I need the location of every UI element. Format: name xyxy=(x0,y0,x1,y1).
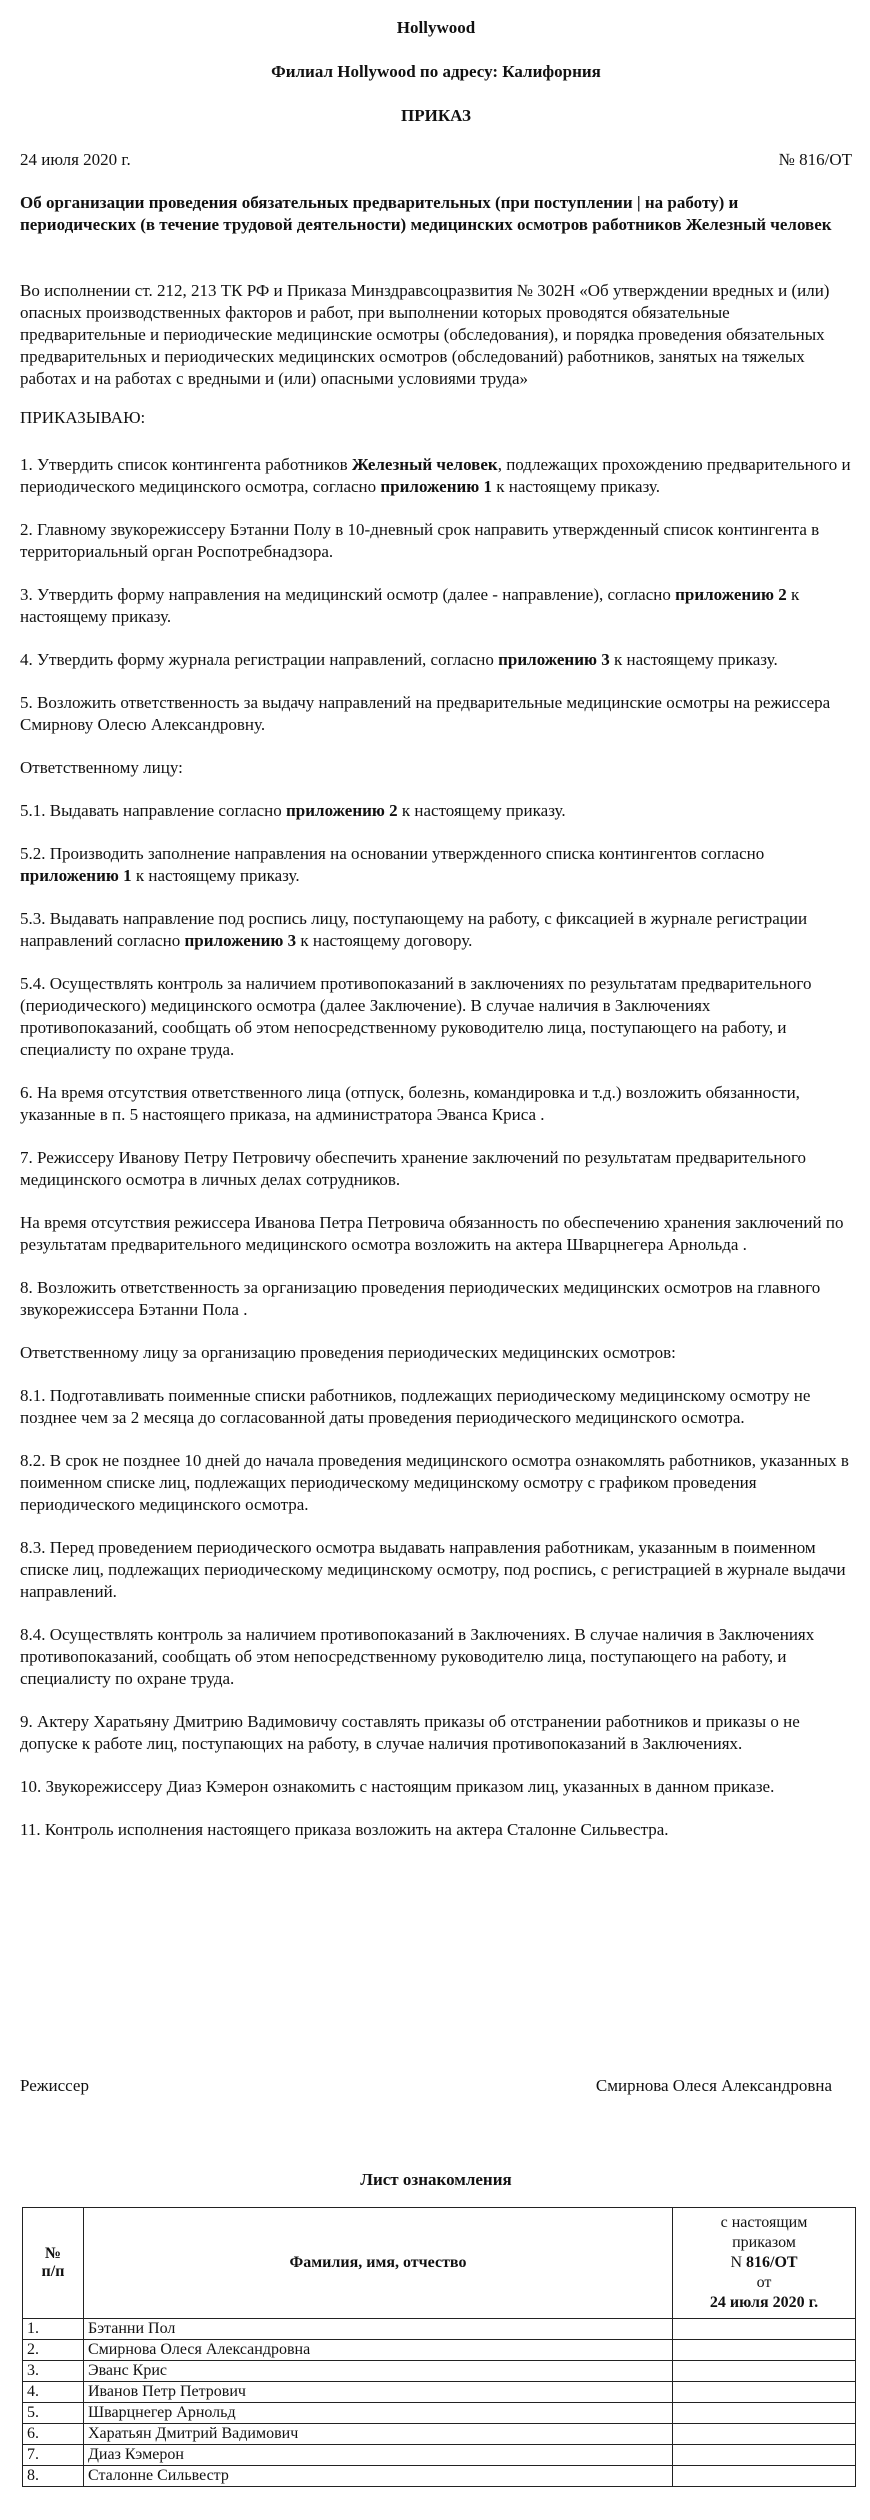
row-signature-cell xyxy=(673,2403,856,2424)
paragraph-4: 4. Утвердить форму журнала регистрации направлений, согласно приложению 3 к настоящему приказу. xyxy=(20,650,778,669)
paragraph-8-3: 8.3. Перед проведением периодического осмотра выдавать направления работникам, указанным в поименном списке лиц, подлежащих периодическому медицинскому осмотру, под роспись, с регистрацией в журнале выдачи направлений. xyxy=(20,1538,846,1601)
column-header-number: № п/п xyxy=(23,2208,84,2319)
paragraph-11: 11. Контроль исполнения настоящего приказа возложить на актера Сталонне Сильвестра. xyxy=(20,1820,669,1839)
paragraph-8-4: 8.4. Осуществлять контроль за наличием противопоказаний в Заключениях. В случае наличия в Заключениях противопоказаний, сообщать об этом непосредственному руководителю лица, поступающего на работу, и специалисту по охране труда. xyxy=(20,1625,815,1688)
row-signature-cell xyxy=(673,2319,856,2340)
row-number: 4. xyxy=(23,2382,84,2403)
row-person-name: Сталонне Сильвестр xyxy=(84,2466,673,2487)
row-signature-cell xyxy=(673,2424,856,2445)
column-header-acknowledged: с настоящим приказом N 816/ОТ от 24 июля 2020 г. xyxy=(673,2208,856,2319)
periodic-responsible-heading: Ответственному лицу за организацию проведения периодических медицинских осмотров: xyxy=(20,1343,676,1362)
paragraph-5-1: 5.1. Выдавать направление согласно приложению 2 к настоящему приказу. xyxy=(20,801,566,820)
signature-name: Смирнова Олеся Александровна xyxy=(595,2076,832,2095)
paragraph-5: 5. Возложить ответственность за выдачу направлений на предварительные медицинские осмотры на режиссера Смирнову Олесю Александровну. xyxy=(20,693,831,734)
paragraph-8-2: 8.2. В срок не позднее 10 дней до начала проведения медицинского осмотра ознакомлять работников, указанных в поименном списке лиц, подлежащих периодическому медицинскому осмотру с графиком проведения периодического медицинского осмотра. xyxy=(20,1451,849,1514)
row-person-name: Бэтанни Пол xyxy=(84,2319,673,2340)
acknowledgement-sheet-title: Лист ознакомления xyxy=(360,2170,512,2189)
document-type: ПРИКАЗ xyxy=(401,106,471,125)
table-row xyxy=(23,2319,856,2340)
paragraph-10: 10. Звукорежиссеру Диаз Кэмерон ознакомить с настоящим приказом лиц, указанных в данном приказе. xyxy=(20,1777,775,1796)
row-person-name: Смирнова Олеся Александровна xyxy=(84,2340,673,2361)
order-paragraphs xyxy=(20,454,852,1862)
paragraph-5-2: 5.2. Производить заполнение направления на основании утвержденного списка контингентов согласно приложению 1 к настоящему приказу. xyxy=(20,844,765,885)
row-signature-cell xyxy=(673,2340,856,2361)
paragraph-8: 8. Возложить ответственность за организацию проведения периодических медицинских осмотров на главного звукорежиссера Бэтанни Пола . xyxy=(20,1278,821,1319)
signature-role: Режиссер xyxy=(20,2076,89,2095)
responsible-person-heading: Ответственному лицу: xyxy=(20,758,183,777)
row-number: 5. xyxy=(23,2403,84,2424)
row-number: 1. xyxy=(23,2319,84,2340)
row-number: 2. xyxy=(23,2340,84,2361)
orders-word: ПРИКАЗЫВАЮ: xyxy=(20,408,146,427)
paragraph-5-4: 5.4. Осуществлять контроль за наличием противопоказаний в заключениях по результатам предварительного (периодического) медицинского осмотра (далее Заключение). В случае наличия в Заключениях противопоказаний, сообщать об этом непосредственному руководителю лица, поступающего на работу, и специалисту по охране труда. xyxy=(20,974,812,1059)
order-intro: Во исполнении ст. 212, 213 ТК РФ и Приказа Минздравсоцразвития № 302Н «Об утверждении вредных и (или) опасных производственных факторов и работ, при выполнении которых проводятся обязательные предварительные и периодические медицинские осмотры (обследования), и порядка проведения обязательных предварительных и периодических медицинских осмотров (обследований) работников, занятых на тяжелых работах и на работах с вредными и (или) опасными условиями труда» xyxy=(20,281,830,388)
paragraph-6: 6. На время отсутствия ответственного лица (отпуск, болезнь, командировка и т.д.) возложить обязанности, указанные в п. 5 настоящего приказа, на администратора Эванса Криса . xyxy=(20,1083,800,1124)
paragraph-9: 9. Актеру Харатьяну Дмитрию Вадимовичу составлять приказы об отстранении работников и приказы о не допуске к работе лиц, поступающих на работу, в случае наличия противопоказаний в Заключениях. xyxy=(20,1712,800,1753)
organization-name: Hollywood xyxy=(396,18,476,37)
row-signature-cell xyxy=(673,2445,856,2466)
column-header-name: Фамилия, имя, отчество xyxy=(84,2208,673,2319)
table-row xyxy=(23,2466,856,2487)
row-person-name: Иванов Петр Петрович xyxy=(84,2382,673,2403)
order-date: 24 июля 2020 г. xyxy=(20,150,131,169)
paragraph-1: 1. Утвердить список контингента работников Железный человек, подлежащих прохождению предварительного и периодического медицинского осмотра, согласно приложению 1 к настоящему приказу. xyxy=(20,455,851,496)
branch-name: Филиал Hollywood по адресу: Калифорния xyxy=(271,62,601,81)
row-person-name: Диаз Кэмерон xyxy=(84,2445,673,2466)
row-number: 3. xyxy=(23,2361,84,2382)
table-row xyxy=(23,2340,856,2361)
table-row xyxy=(23,2424,856,2445)
row-signature-cell xyxy=(673,2382,856,2403)
table-row xyxy=(23,2403,856,2424)
row-person-name: Эванс Крис xyxy=(84,2361,673,2382)
row-person-name: Шварцнегер Арнольд xyxy=(84,2403,673,2424)
acknowledgement-table xyxy=(22,2207,856,2487)
row-signature-cell xyxy=(673,2361,856,2382)
row-number: 8. xyxy=(23,2466,84,2487)
row-number: 6. xyxy=(23,2424,84,2445)
table-row xyxy=(23,2382,856,2403)
order-number: № 816/ОТ xyxy=(778,150,852,169)
paragraph-7-note: На время отсутствия режиссера Иванова Петра Петровича обязанность по обеспечению хранения заключений по результатам предварительного медицинского осмотра возложить на актера Шварцнегера Арнольда . xyxy=(20,1213,844,1254)
row-signature-cell xyxy=(673,2466,856,2487)
table-header-row xyxy=(23,2208,856,2319)
paragraph-7: 7. Режиссеру Иванову Петру Петровичу обеспечить хранение заключений по результатам предварительного медицинского осмотра в личных делах сотрудников. xyxy=(20,1148,806,1189)
row-person-name: Харатьян Дмитрий Вадимович xyxy=(84,2424,673,2445)
paragraph-3: 3. Утвердить форму направления на медицинский осмотр (далее - направление), согласно приложению 2 к настоящему приказу. xyxy=(20,585,800,626)
paragraph-8-1: 8.1. Подготавливать поименные списки работников, подлежащих периодическому медицинскому осмотру не позднее чем за 2 месяца до согласованной даты проведения периодического медицинского осмотра. xyxy=(20,1386,811,1427)
table-row xyxy=(23,2445,856,2466)
table-row xyxy=(23,2361,856,2382)
order-subject: Об организации проведения обязательных предварительных (при поступлении | на работу) и периодических (в течение трудовой деятельности) медицинских осмотров работников Железный человек xyxy=(20,193,832,234)
row-number: 7. xyxy=(23,2445,84,2466)
paragraph-5-3: 5.3. Выдавать направление под роспись лицу, поступающему на работу, с фиксацией в журнале регистрации направлений согласно приложению 3 к настоящему договору. xyxy=(20,909,808,950)
paragraph-2: 2. Главному звукорежиссеру Бэтанни Полу в 10-дневный срок направить утвержденный список контингента в территориальный орган Роспотребнадзора. xyxy=(20,520,820,561)
